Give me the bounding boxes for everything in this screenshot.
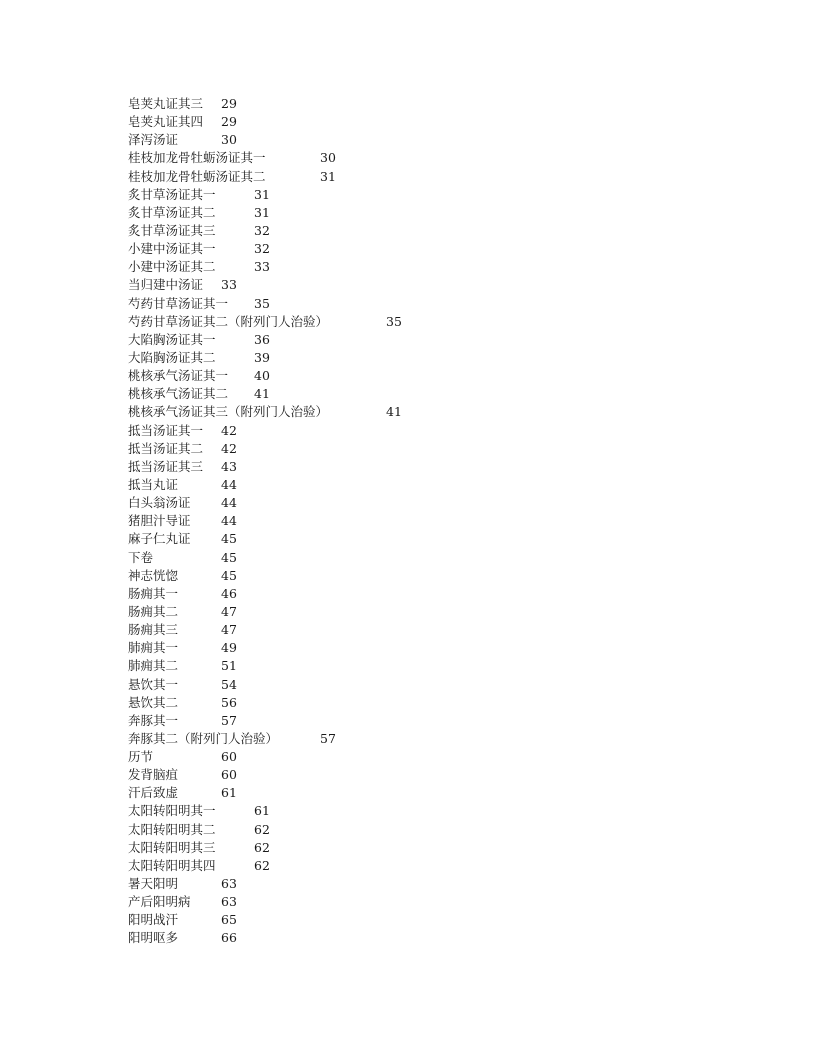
toc-entry-title: 小建中汤证其二 (128, 259, 216, 275)
toc-entry (128, 857, 728, 875)
toc-entry-page-number: 47 (221, 622, 237, 638)
toc-entry (128, 276, 728, 294)
toc-entry-title: 肠痈其二 (128, 603, 179, 619)
toc-entry-page-number: 49 (221, 640, 237, 656)
toc-entry (128, 222, 728, 240)
toc-entry (128, 730, 728, 748)
toc-entry-title: 太阳转阳明其一 (128, 803, 216, 819)
toc-entry-page-number: 61 (221, 785, 237, 801)
toc-entry (128, 875, 728, 893)
toc-entry-title: 炙甘草汤证其二 (128, 204, 216, 220)
toc-entry-page-number: 44 (221, 476, 237, 492)
toc-entry-title: 下卷 (128, 549, 154, 565)
toc-entry-title: 麻子仁丸证 (128, 531, 191, 547)
toc-entry (128, 802, 728, 820)
toc-entry (128, 476, 728, 494)
toc-entry (128, 929, 728, 947)
toc-entry (128, 784, 728, 802)
toc-entry-page-number: 45 (221, 567, 237, 583)
toc-entry-page-number: 41 (386, 404, 402, 420)
toc-entry-page-number: 45 (221, 531, 237, 547)
toc-entry (128, 349, 728, 367)
toc-entry (128, 295, 728, 313)
toc-entry-page-number: 57 (221, 712, 237, 728)
toc-entry (128, 367, 728, 385)
toc-entry-page-number: 42 (221, 440, 237, 456)
toc-entry-title: 汗后致虚 (128, 785, 179, 801)
toc-entry-title: 猪胆汁导证 (128, 513, 191, 529)
toc-entry-page-number: 39 (254, 349, 270, 365)
toc-entry-page-number: 35 (254, 295, 270, 311)
toc-entry-page-number: 46 (221, 585, 237, 601)
toc-entry (128, 440, 728, 458)
toc-entry-page-number: 44 (221, 513, 237, 529)
toc-entry-page-number: 33 (221, 277, 237, 293)
toc-entry (128, 258, 728, 276)
toc-entry (128, 567, 728, 585)
toc-entry-title: 肠痈其一 (128, 585, 179, 601)
toc-entry-page-number: 44 (221, 495, 237, 511)
toc-entry (128, 113, 728, 131)
toc-entry-page-number: 35 (386, 313, 402, 329)
toc-entry-title: 悬饮其二 (128, 694, 179, 710)
toc-entry-title: 历节 (128, 749, 154, 765)
toc-entry-title: 太阳转阳明其四 (128, 857, 216, 873)
toc-entry-title: 白头翁汤证 (128, 495, 191, 511)
toc-entry-title: 小建中汤证其一 (128, 241, 216, 257)
toc-entry-page-number: 42 (221, 422, 237, 438)
toc-entry-page-number: 31 (254, 204, 270, 220)
toc-entry (128, 131, 728, 149)
toc-entry (128, 748, 728, 766)
toc-entry-title: 肺痈其二 (128, 658, 179, 674)
toc-entry (128, 911, 728, 929)
toc-entry (128, 458, 728, 476)
toc-entry-page-number: 63 (221, 894, 237, 910)
toc-entry-title: 大陷胸汤证其一 (128, 331, 216, 347)
toc-entry-title: 桂枝加龙骨牡蛎汤证其二 (128, 168, 266, 184)
toc-entry (128, 95, 728, 113)
toc-entry-title: 阳明呕多 (128, 930, 179, 946)
toc-entry-page-number: 30 (320, 150, 336, 166)
toc-entry (128, 331, 728, 349)
toc-entry-title: 桃核承气汤证其三（附列门人治验） (128, 404, 329, 420)
toc-entry-title: 肠痈其三 (128, 622, 179, 638)
toc-entry (128, 766, 728, 784)
toc-entry-page-number: 29 (221, 114, 237, 130)
toc-entry-page-number: 56 (221, 694, 237, 710)
toc-entry-page-number: 32 (254, 222, 270, 238)
toc-entry (128, 694, 728, 712)
toc-entry-page-number: 32 (254, 241, 270, 257)
toc-entry (128, 422, 728, 440)
toc-entry-title: 炙甘草汤证其一 (128, 186, 216, 202)
toc-entry-title: 抵当丸证 (128, 476, 179, 492)
toc-entry (128, 149, 728, 167)
toc-entry-title: 泽泻汤证 (128, 132, 179, 148)
toc-entry-page-number: 62 (254, 839, 270, 855)
toc-entry (128, 530, 728, 548)
toc-entry-title: 悬饮其一 (128, 676, 179, 692)
toc-entry-title: 抵当汤证其二 (128, 440, 204, 456)
toc-entry-page-number: 54 (221, 676, 237, 692)
toc-entry-page-number: 51 (221, 658, 237, 674)
toc-entry (128, 313, 728, 331)
toc-entry-page-number: 47 (221, 603, 237, 619)
toc-entry-page-number: 66 (221, 930, 237, 946)
toc-entry (128, 168, 728, 186)
toc-entry-page-number: 41 (254, 386, 270, 402)
toc-entry (128, 385, 728, 403)
toc-entry-page-number: 62 (254, 857, 270, 873)
toc-entry (128, 204, 728, 222)
toc-entry-page-number: 60 (221, 767, 237, 783)
toc-entry-title: 桂枝加龙骨牡蛎汤证其一 (128, 150, 266, 166)
toc-entry (128, 821, 728, 839)
toc-entry-page-number: 61 (254, 803, 270, 819)
toc-entry-title: 太阳转阳明其三 (128, 839, 216, 855)
toc-entry-page-number: 45 (221, 549, 237, 565)
toc-entry (128, 603, 728, 621)
toc-entry-page-number: 40 (254, 368, 270, 384)
toc-entry-title: 产后阳明病 (128, 894, 191, 910)
toc-entry-title: 太阳转阳明其二 (128, 821, 216, 837)
toc-entry (128, 621, 728, 639)
toc-entry (128, 657, 728, 675)
toc-entry (128, 676, 728, 694)
toc-entry-title: 奔豚其一 (128, 712, 179, 728)
toc-entry-title: 奔豚其二（附列门人治验） (128, 730, 279, 746)
toc-entry-title: 抵当汤证其三 (128, 458, 204, 474)
toc-entry-title: 桃核承气汤证其一 (128, 368, 229, 384)
toc-entry-page-number: 33 (254, 259, 270, 275)
toc-entry-title: 桃核承气汤证其二 (128, 386, 229, 402)
toc-entry-page-number: 29 (221, 96, 237, 111)
toc-entry-page-number: 62 (254, 821, 270, 837)
toc-entry-title: 暑天阳明 (128, 876, 179, 892)
toc-entry (128, 712, 728, 730)
toc-entry-page-number: 30 (221, 132, 237, 148)
toc-entry (128, 549, 728, 567)
toc-entry-page-number: 43 (221, 458, 237, 474)
toc-entry-title: 当归建中汤证 (128, 277, 204, 293)
toc-entry-title: 皂荚丸证其三 (128, 96, 204, 111)
toc-entry-page-number: 31 (320, 168, 336, 184)
toc-entry-title: 皂荚丸证其四 (128, 114, 204, 130)
toc-entry-page-number: 60 (221, 749, 237, 765)
toc-entry (128, 639, 728, 657)
toc-entry-title: 神志恍惚 (128, 567, 179, 583)
toc-entry (128, 893, 728, 911)
toc-entry-title: 芍药甘草汤证其一 (128, 295, 229, 311)
toc-entry-page-number: 65 (221, 912, 237, 928)
toc-entry-title: 炙甘草汤证其三 (128, 222, 216, 238)
toc-entry (128, 512, 728, 530)
toc-entry (128, 403, 728, 421)
toc-entry-title: 抵当汤证其一 (128, 422, 204, 438)
toc-entry (128, 585, 728, 603)
toc-entry-title: 肺痈其一 (128, 640, 179, 656)
toc-entry-title: 发背脑疽 (128, 767, 179, 783)
toc-entry-title: 大陷胸汤证其二 (128, 349, 216, 365)
toc-entry-page-number: 57 (320, 730, 336, 746)
toc-entry-page-number: 36 (254, 331, 270, 347)
toc-entry-title: 芍药甘草汤证其二（附列门人治验） (128, 313, 329, 329)
toc-entry (128, 494, 728, 512)
table-of-contents (128, 95, 728, 948)
toc-entry-title: 阳明战汗 (128, 912, 179, 928)
toc-entry (128, 240, 728, 258)
toc-entry-page-number: 31 (254, 186, 270, 202)
toc-entry-page-number: 63 (221, 876, 237, 892)
toc-entry (128, 186, 728, 204)
toc-entry (128, 839, 728, 857)
